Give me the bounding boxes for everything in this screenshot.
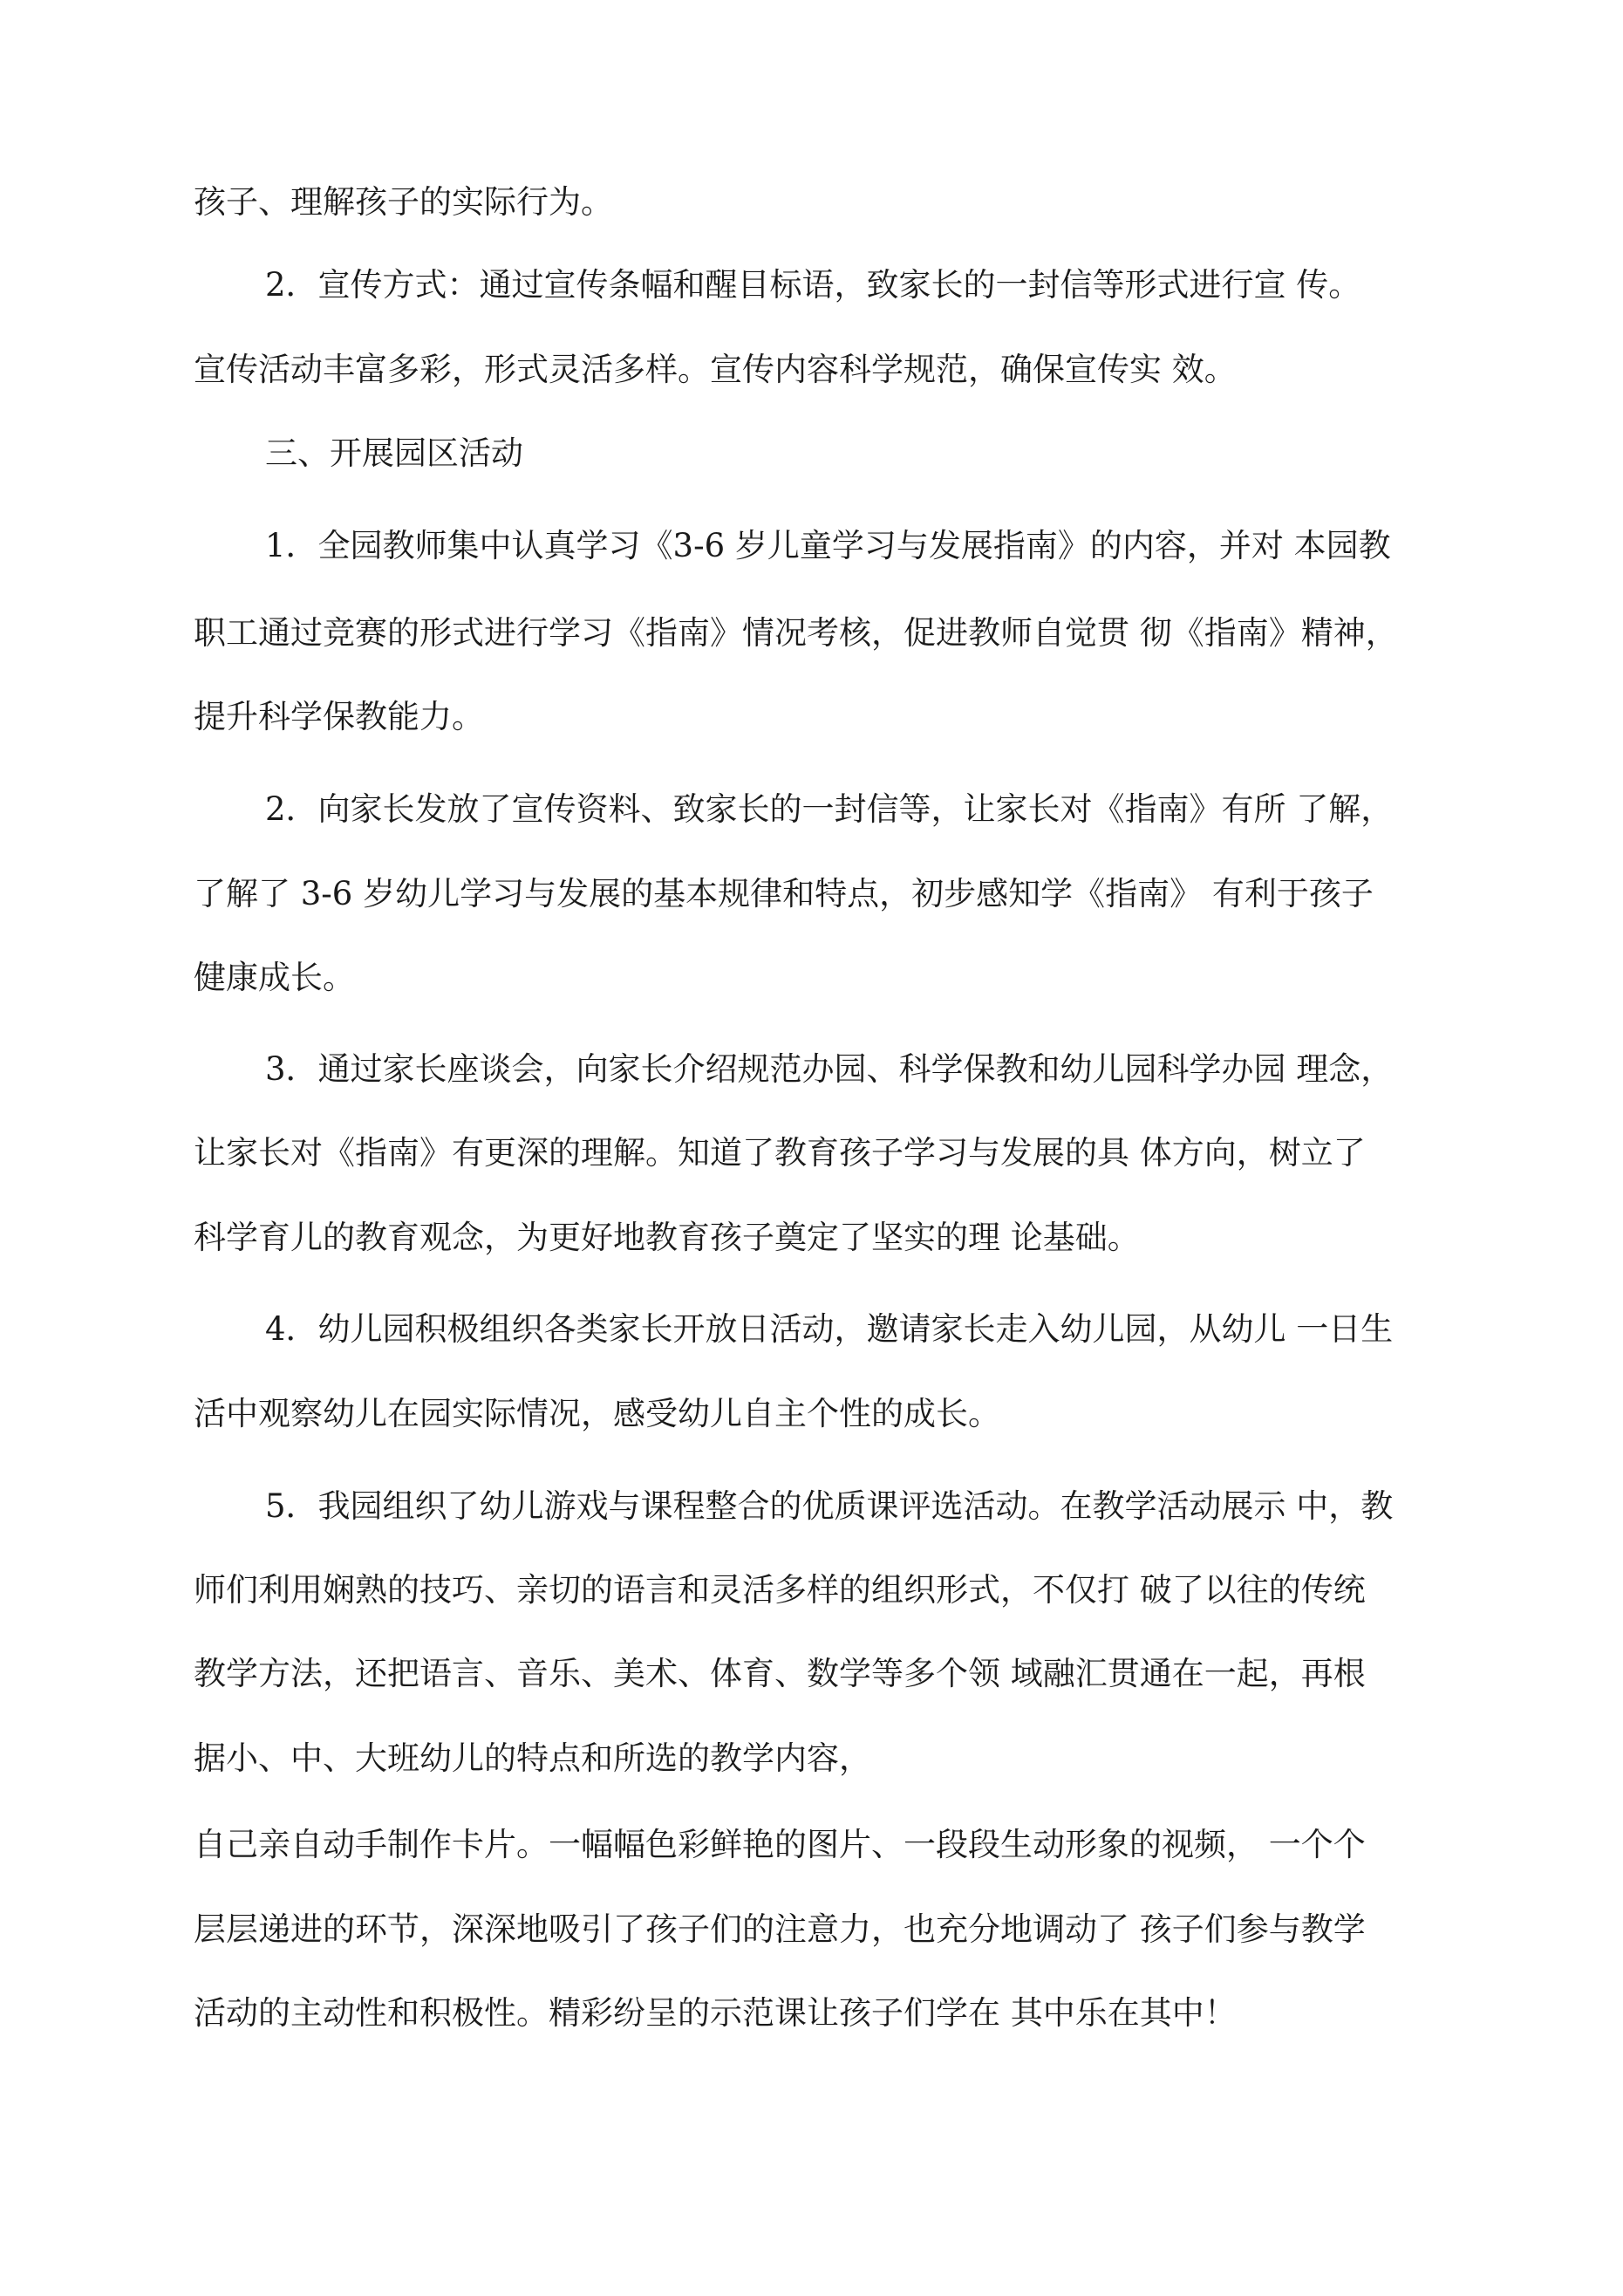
- text-line: 提升科学保教能力。: [194, 698, 484, 735]
- text-line: 师们利用娴熟的技巧、亲切的语言和灵活多样的组织形式，不仅打 破了以往的传统: [194, 1571, 1366, 1609]
- text-line: 活中观察幼儿在园实际情况，感受幼儿自主个性的成长。: [194, 1395, 1000, 1432]
- text-line: 层层递进的环节，深深地吸引了孩子们的注意力，也充分地调动了 孩子们参与教学: [194, 1910, 1366, 1948]
- text-line: 2．宣传方式：通过宣传条幅和醒目标语，致家长的一封信等形式进行宣 传。: [265, 266, 1361, 304]
- text-line: 让家长对《指南》有更深的理解。知道了教育孩子学习与发展的具 体方向，树立了: [194, 1134, 1366, 1172]
- text-line: 孩子、理解孩子的实际行为。: [194, 183, 613, 221]
- text-line: 据小、中、大班幼儿的特点和所选的教学内容，: [194, 1739, 871, 1777]
- text-line: 教学方法，还把语言、音乐、美术、体育、数学等多个领 域融汇贯通在一起，再根: [194, 1655, 1366, 1692]
- text-line: 了解了 3-6 岁幼儿学习与发展的基本规律和特点，初步感知学《指南》 有利于孩子: [194, 875, 1374, 912]
- text-line: 2．向家长发放了宣传资料、致家长的一封信等，让家长对《指南》有所 了解，: [265, 790, 1394, 828]
- text-line: 3．通过家长座谈会，向家长介绍规范办园、科学保教和幼儿园科学办园 理念，: [265, 1050, 1394, 1088]
- section-heading: 三、开展园区活动: [265, 434, 523, 472]
- text-line: 科学育儿的教育观念，为更好地教育孩子奠定了坚实的理 论基础。: [194, 1219, 1140, 1256]
- text-line: 1．全园教师集中认真学习《3-6 岁儿童学习与发展指南》的内容，并对 本园教: [265, 527, 1391, 564]
- text-line: 职工通过竞赛的形式进行学习《指南》情况考核，促进教师自觉贯 彻《指南》精神，: [194, 614, 1398, 652]
- text-line: 5．我园组织了幼儿游戏与课程整合的优质课评选活动。在教学活动展示 中，教: [265, 1487, 1394, 1525]
- text-line: 自己亲自动手制作卡片。一幅幅色彩鲜艳的图片、一段段生动形象的视频， 一个个: [194, 1826, 1366, 1863]
- text-line: 4．幼儿园积极组织各类家长开放日活动，邀请家长走入幼儿园，从幼儿 一日生: [265, 1310, 1394, 1348]
- text-line: 健康成长。: [194, 959, 355, 996]
- text-line: 宣传活动丰富多彩，形式灵活多样。宣传内容科学规范，确保宣传实 效。: [194, 351, 1237, 388]
- text-line: 活动的主动性和积极性。精彩纷呈的示范课让孩子们学在 其中乐在其中！: [194, 1994, 1237, 2032]
